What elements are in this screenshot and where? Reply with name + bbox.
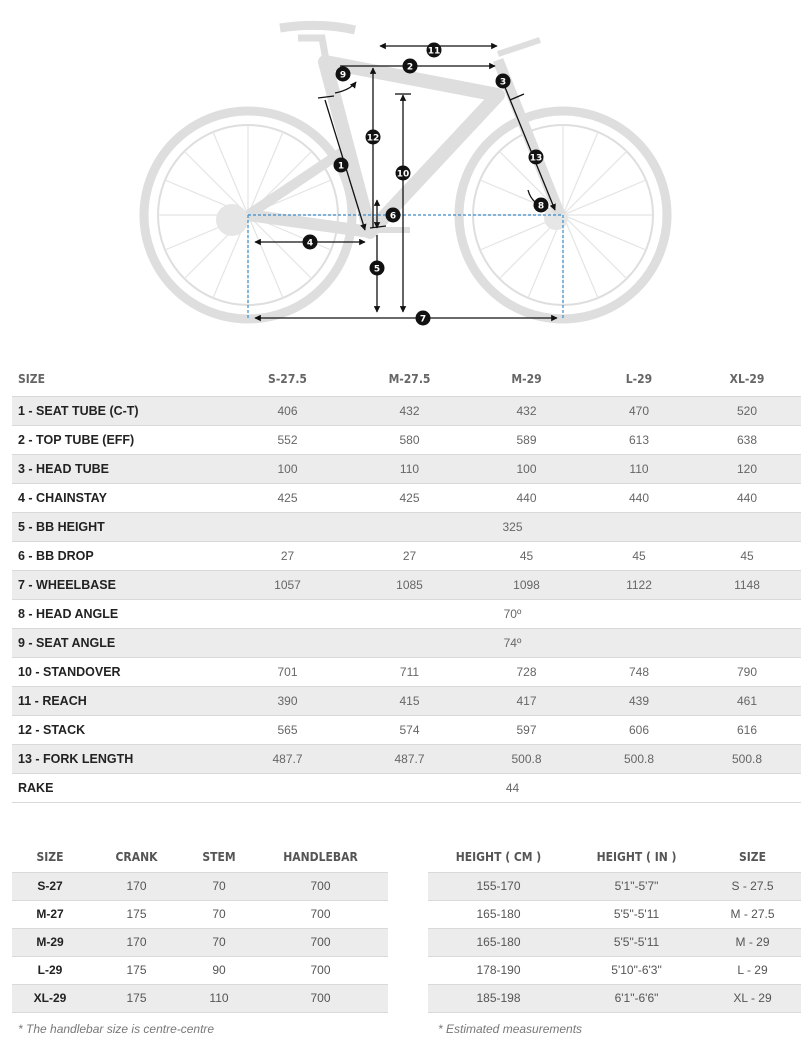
table-row [12,425,801,454]
table-row [12,956,388,984]
cell: 1122 [585,570,693,599]
svg-text:3: 3 [499,77,507,88]
cell: 5'1"-5'7" [569,872,704,900]
cell: 487.7 [224,744,351,773]
table-row [12,396,801,425]
cell: 500.8 [468,744,585,773]
marker-7 [416,311,431,326]
fit-header-row [428,842,801,872]
components-header-row [12,842,388,872]
row-label: 2 - TOP TUBE (EFF) [12,425,224,454]
cell: 45 [585,541,693,570]
cell: 170 [88,872,185,900]
cell: 390 [224,686,351,715]
cell: 415 [351,686,468,715]
row-label: 6 - BB DROP [12,541,224,570]
cell: 110 [185,984,253,1012]
header-height-in: HEIGHT ( IN ) [596,849,677,864]
row-label: 5 - BB HEIGHT [12,512,224,541]
cell: M - 27.5 [704,900,801,928]
geometry-table [12,363,801,803]
cell: 90 [185,956,253,984]
cell: 728 [468,657,585,686]
table-row [12,984,388,1012]
row-label: 3 - HEAD TUBE [12,454,224,483]
cell: 613 [585,425,693,454]
cell: XL - 29 [704,984,801,1012]
svg-text:9: 9 [339,70,347,81]
table-row [12,454,801,483]
cell: 700 [253,956,388,984]
cell: 520 [693,396,801,425]
svg-text:1: 1 [337,161,345,172]
cell: 165-180 [428,928,569,956]
marker-13 [529,150,544,165]
cell: 439 [585,686,693,715]
cell: 70 [185,900,253,928]
table-row [428,900,801,928]
row-label: 10 - STANDOVER [12,657,224,686]
cell: 440 [468,483,585,512]
cell: 638 [693,425,801,454]
table-row [428,984,801,1012]
header-xl-29: XL-29 [729,372,765,387]
cell: 1085 [351,570,468,599]
header-m-29: M-29 [511,372,542,387]
cell: 110 [351,454,468,483]
header-handlebar: HANDLEBAR [283,849,358,864]
cell: 432 [468,396,585,425]
span-cell: 74º [224,628,801,657]
cell: 175 [88,956,185,984]
components-table [12,842,388,1013]
svg-text:10: 10 [396,169,410,180]
cell: 606 [585,715,693,744]
marker-3 [496,74,511,89]
svg-text:7: 7 [419,314,427,325]
cell: 748 [585,657,693,686]
cell: M - 29 [704,928,801,956]
cell: 500.8 [693,744,801,773]
cell: 5'5"-5'11 [569,900,704,928]
cell: 700 [253,984,388,1012]
cell: L-29 [12,956,88,984]
cell: M-27 [12,900,88,928]
cell: 711 [351,657,468,686]
marker-6 [386,208,401,223]
table-row [428,872,801,900]
table-row [12,900,388,928]
header-size: SIZE [739,849,766,864]
cell: 440 [585,483,693,512]
cell: 5'5"-5'11 [569,928,704,956]
row-label: 8 - HEAD ANGLE [12,599,224,628]
cell: 580 [351,425,468,454]
cell: 70 [185,872,253,900]
table-row [12,570,801,599]
row-label: 9 - SEAT ANGLE [12,628,224,657]
table-row [12,628,801,657]
table-row [12,483,801,512]
table-row [12,928,388,956]
cell: 790 [693,657,801,686]
marker-4 [303,235,318,250]
row-label: 4 - CHAINSTAY [12,483,224,512]
span-cell: 44 [224,773,801,802]
table-row [12,744,801,773]
cell: 406 [224,396,351,425]
handlebar-note: * The handlebar size is centre-centre [18,1022,215,1036]
span-cell: 325 [224,512,801,541]
svg-text:11: 11 [427,46,441,57]
cell: XL-29 [12,984,88,1012]
row-label: 12 - STACK [12,715,224,744]
row-label: RAKE [12,773,224,802]
marker-11 [427,43,442,58]
marker-8 [534,198,549,213]
cell: 185-198 [428,984,569,1012]
cell: 1098 [468,570,585,599]
cell: 589 [468,425,585,454]
cell: 461 [693,686,801,715]
cell: 5'10"-6'3" [569,956,704,984]
cell: 6'1"-6'6" [569,984,704,1012]
cell: 440 [693,483,801,512]
cell: 100 [468,454,585,483]
cell: 120 [693,454,801,483]
estimate-note: * Estimated measurements [438,1022,583,1036]
cell: M-29 [12,928,88,956]
header-stem: STEM [202,849,236,864]
cell: 616 [693,715,801,744]
cell: S-27 [12,872,88,900]
cell: 500.8 [585,744,693,773]
cell: 110 [585,454,693,483]
header-size: SIZE [18,372,45,387]
cell: 700 [253,872,388,900]
cell: 565 [224,715,351,744]
header-crank: CRANK [115,849,158,864]
cell: 701 [224,657,351,686]
cell: 425 [224,483,351,512]
cell: 100 [224,454,351,483]
table-row [12,715,801,744]
cell: 487.7 [351,744,468,773]
svg-text:12: 12 [366,133,380,144]
cell: 165-180 [428,900,569,928]
table-row [428,956,801,984]
cell: 432 [351,396,468,425]
cell: 178-190 [428,956,569,984]
table-row [12,541,801,570]
table-row [428,928,801,956]
cell: 552 [224,425,351,454]
svg-text:4: 4 [306,238,314,249]
marker-10 [396,166,411,181]
table-row [12,599,801,628]
header-l-29: L-29 [625,372,653,387]
svg-text:2: 2 [406,62,414,73]
cell: 175 [88,984,185,1012]
cell: 700 [253,900,388,928]
cell: S - 27.5 [704,872,801,900]
cell: 45 [468,541,585,570]
table-row [12,872,388,900]
cell: 1148 [693,570,801,599]
cell: 470 [585,396,693,425]
cell: 155-170 [428,872,569,900]
svg-text:8: 8 [537,201,545,212]
cell: 170 [88,928,185,956]
svg-text:6: 6 [389,211,397,222]
cell: L - 29 [704,956,801,984]
header-height-cm: HEIGHT ( CM ) [455,849,542,864]
table-row [12,773,801,802]
row-label: 11 - REACH [12,686,224,715]
marker-9 [336,67,351,82]
header-size: SIZE [36,849,64,864]
row-label: 13 - FORK LENGTH [12,744,224,773]
cell: 175 [88,900,185,928]
cell: 45 [693,541,801,570]
cell: 1057 [224,570,351,599]
marker-2 [403,59,418,74]
cell: 27 [224,541,351,570]
row-label: 1 - SEAT TUBE (C-T) [12,396,224,425]
svg-text:13: 13 [529,153,543,164]
cell: 425 [351,483,468,512]
header-s-27-5: S-27.5 [268,372,307,387]
cell: 417 [468,686,585,715]
cell: 70 [185,928,253,956]
marker-5 [370,261,385,276]
row-label: 7 - WHEELBASE [12,570,224,599]
cell: 597 [468,715,585,744]
header-m-27-5: M-27.5 [388,372,431,387]
bike-geometry-diagram [0,0,801,340]
span-cell: 70º [224,599,801,628]
geometry-header-row [12,363,801,396]
cell: 574 [351,715,468,744]
cell: 27 [351,541,468,570]
table-row [12,686,801,715]
table-row [12,512,801,541]
marker-12 [366,130,381,145]
cell: 700 [253,928,388,956]
table-row [12,657,801,686]
svg-text:5: 5 [373,264,381,275]
rider-fit-table [428,842,801,1013]
marker-1 [334,158,349,173]
